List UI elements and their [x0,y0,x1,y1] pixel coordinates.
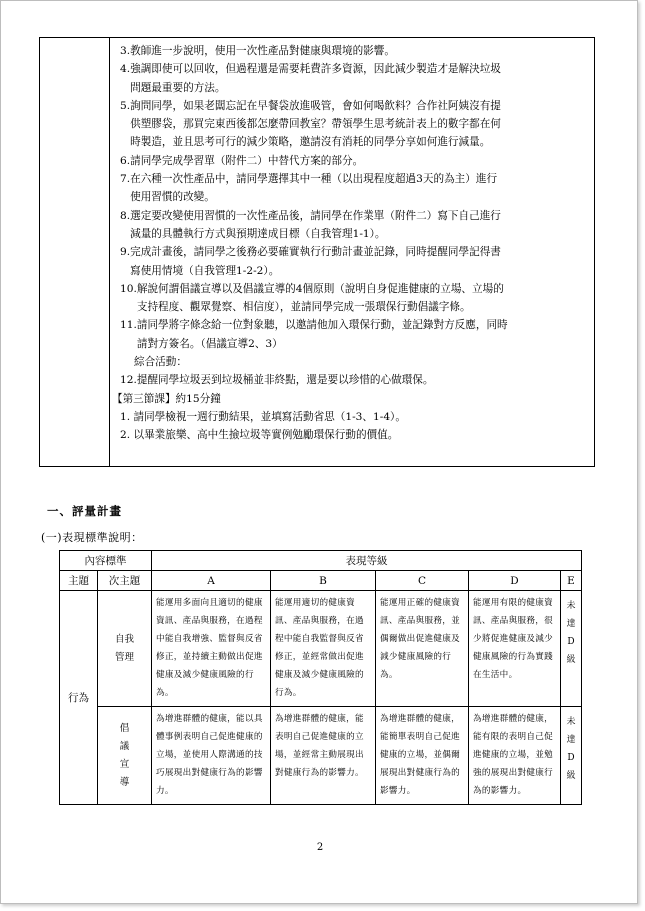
list-item [120,97,590,152]
item-text: 教師進一步說明，使用一次性產品對健康與環境的影響。 [130,45,395,57]
item-text: 寫使用情境（自我管理1-2-2）。 [130,264,280,277]
lesson-steps [112,42,590,445]
rubric-cell: 為增進群體的健康，能簡單表明自己促進健康的立場，並偶爾展現出對健康行為的影響力。 [376,707,469,805]
item-text: 使用習慣的改變。 [130,191,215,204]
standards-subheading: (一)表現標準說明： [41,531,143,544]
section-3-heading: 【第三節課】約15分鐘 [112,392,221,405]
header-subtopic: 次主題 [98,571,152,591]
rubric-cell: 能運用適切的健康資訊、產品與服務，在過程中能自我監督與反省修正，並經常做出促進健康及減少健康風險的行為。 [271,591,376,707]
table-column-divider [109,38,110,466]
subtopic-self-management [98,591,152,707]
header-topic: 主題 [60,571,98,591]
summary-activity-label: 綜合活動： [134,356,187,369]
lesson-plan-table [39,37,595,467]
item-text: 請對方簽名。（倡議宣導2、3） [136,337,283,350]
item-number: 3. [120,45,131,57]
level-a: A [152,571,271,591]
item-text: 請同學將字條念給一位對象聽，以邀請他加入環保行動，並記錄對方反應，同時 [136,319,508,332]
list-item [120,371,590,389]
rubric-cell-e [561,707,582,805]
rubric-e-text: 未達D級 [566,717,576,781]
assessment-heading: 一、評量計畫 [47,504,122,518]
rubric-cell: 能運用有限的健康資訊、產品與服務，很少將促進健康及減少健康風險的行為實踐在生活中。 [469,591,561,707]
item-text: 時製造，並且思考可行的減少策略，邀請沒有消耗的同學分享如何進行減量。 [130,136,491,149]
item-text: 問題最重要的方法。 [130,81,226,94]
rubric-cell: 能運用正確的健康資訊、產品與服務，並偶爾做出促進健康及減少健康風險的行為。 [376,591,469,707]
item-number: 5. [120,99,131,112]
list-item [120,170,590,207]
item-number: 11. [120,319,137,332]
list-item [120,42,590,60]
rubric-cell-e [561,591,582,707]
topic-label: 行為 [68,692,89,704]
subtopic-label: 自我管理 [114,633,134,663]
item-text: 支持程度、觀眾覺察、相信度），並請同學完成一張環保行動倡議字條。 [136,301,471,314]
list-item [120,207,590,244]
item-text: 在六種一次性產品中，請同學選擇其中一種（以出現程度超過3天的為主）進行 [130,173,498,186]
item-text: 詢問同學，如果老闆忘記在早餐袋放進吸管，會如何喝飲料？合作社阿姨沒有提 [130,99,501,112]
subtopic-advocacy [98,707,152,805]
item-number: 4. [120,63,131,76]
header-content-standard: 內容標準 [60,551,152,571]
section-3-item: 1. 請同學檢視一週行動結果，並填寫活動省思（1-3、1-4）。 [120,410,406,423]
rubric-cell: 為增進群體的健康，能表明自己促進健康的立場，並經常主動展現出對健康行為的影響力。 [271,707,376,805]
item-text: 提醒同學垃圾丟到垃圾桶並非終點，還是要以珍惜的心做環保。 [136,374,434,387]
list-item [120,152,590,170]
rubric-cell: 為增進群體的健康，能以具體事例表明自己促進健康的立場，並使用人際溝通的技巧展現出對健康行為的影響力。 [152,707,271,805]
item-text: 解說何謂倡議宣導以及倡議宣導的4個原則（說明自身促進健康的立場、立場的 [136,282,504,295]
rubric-cell: 能運用多面向且適切的健康資訊、產品與服務，在過程中能自我增強、監督與反省修正，並持續主動做出促進健康及減少健康風險的行為。 [152,591,271,707]
item-text: 請同學完成學習單（附件二）中替代方案的部分。 [130,154,364,167]
rubric-cell: 為增進群體的健康，能有限的表明自己促進健康的立場，並勉強的展現出對健康行為的影響力。 [469,707,561,805]
item-text: 選定要改變使用習慣的一次性產品後，請同學在作業單（附件二）寫下自己進行 [130,209,501,222]
item-number: 8. [120,209,131,222]
topic-behavior [60,591,98,805]
list-item [120,243,590,280]
item-text: 供塑膠袋，那買完東西後都怎麼帶回教室？帶領學生思考統計表上的數字都在何 [130,118,501,131]
item-number: 9. [120,246,131,259]
item-number: 6. [120,154,131,167]
item-text: 減量的具體執行方式與預期達成目標（自我管理1-1）。 [130,227,386,240]
list-item [120,316,590,353]
list-item [120,60,590,97]
level-b: B [271,571,376,591]
item-number: 10. [120,282,137,295]
level-c: C [376,571,469,591]
item-text: 完成計畫後，請同學之後務必要確實執行行動計畫並記錄，同時提醒同學記得書 [130,246,501,259]
item-number: 7. [120,173,131,186]
rubric-table [59,550,582,805]
item-number: 12. [120,374,137,387]
list-item [120,280,590,317]
level-e: E [561,571,582,591]
rubric-e-text: 未達D級 [566,601,576,665]
subtopic-label: 倡議宣導 [119,722,130,788]
section-3-item: 2. 以畢業旅樂、高中生撿垃圾等實例勉勵環保行動的價值。 [120,429,399,442]
header-performance-level: 表現等級 [152,551,582,571]
page-number: 2 [316,842,324,853]
level-d: D [469,571,561,591]
item-text: 強調即使可以回收，但過程還是需要耗費許多資源，因此減少製造才是解決垃圾 [130,63,501,76]
